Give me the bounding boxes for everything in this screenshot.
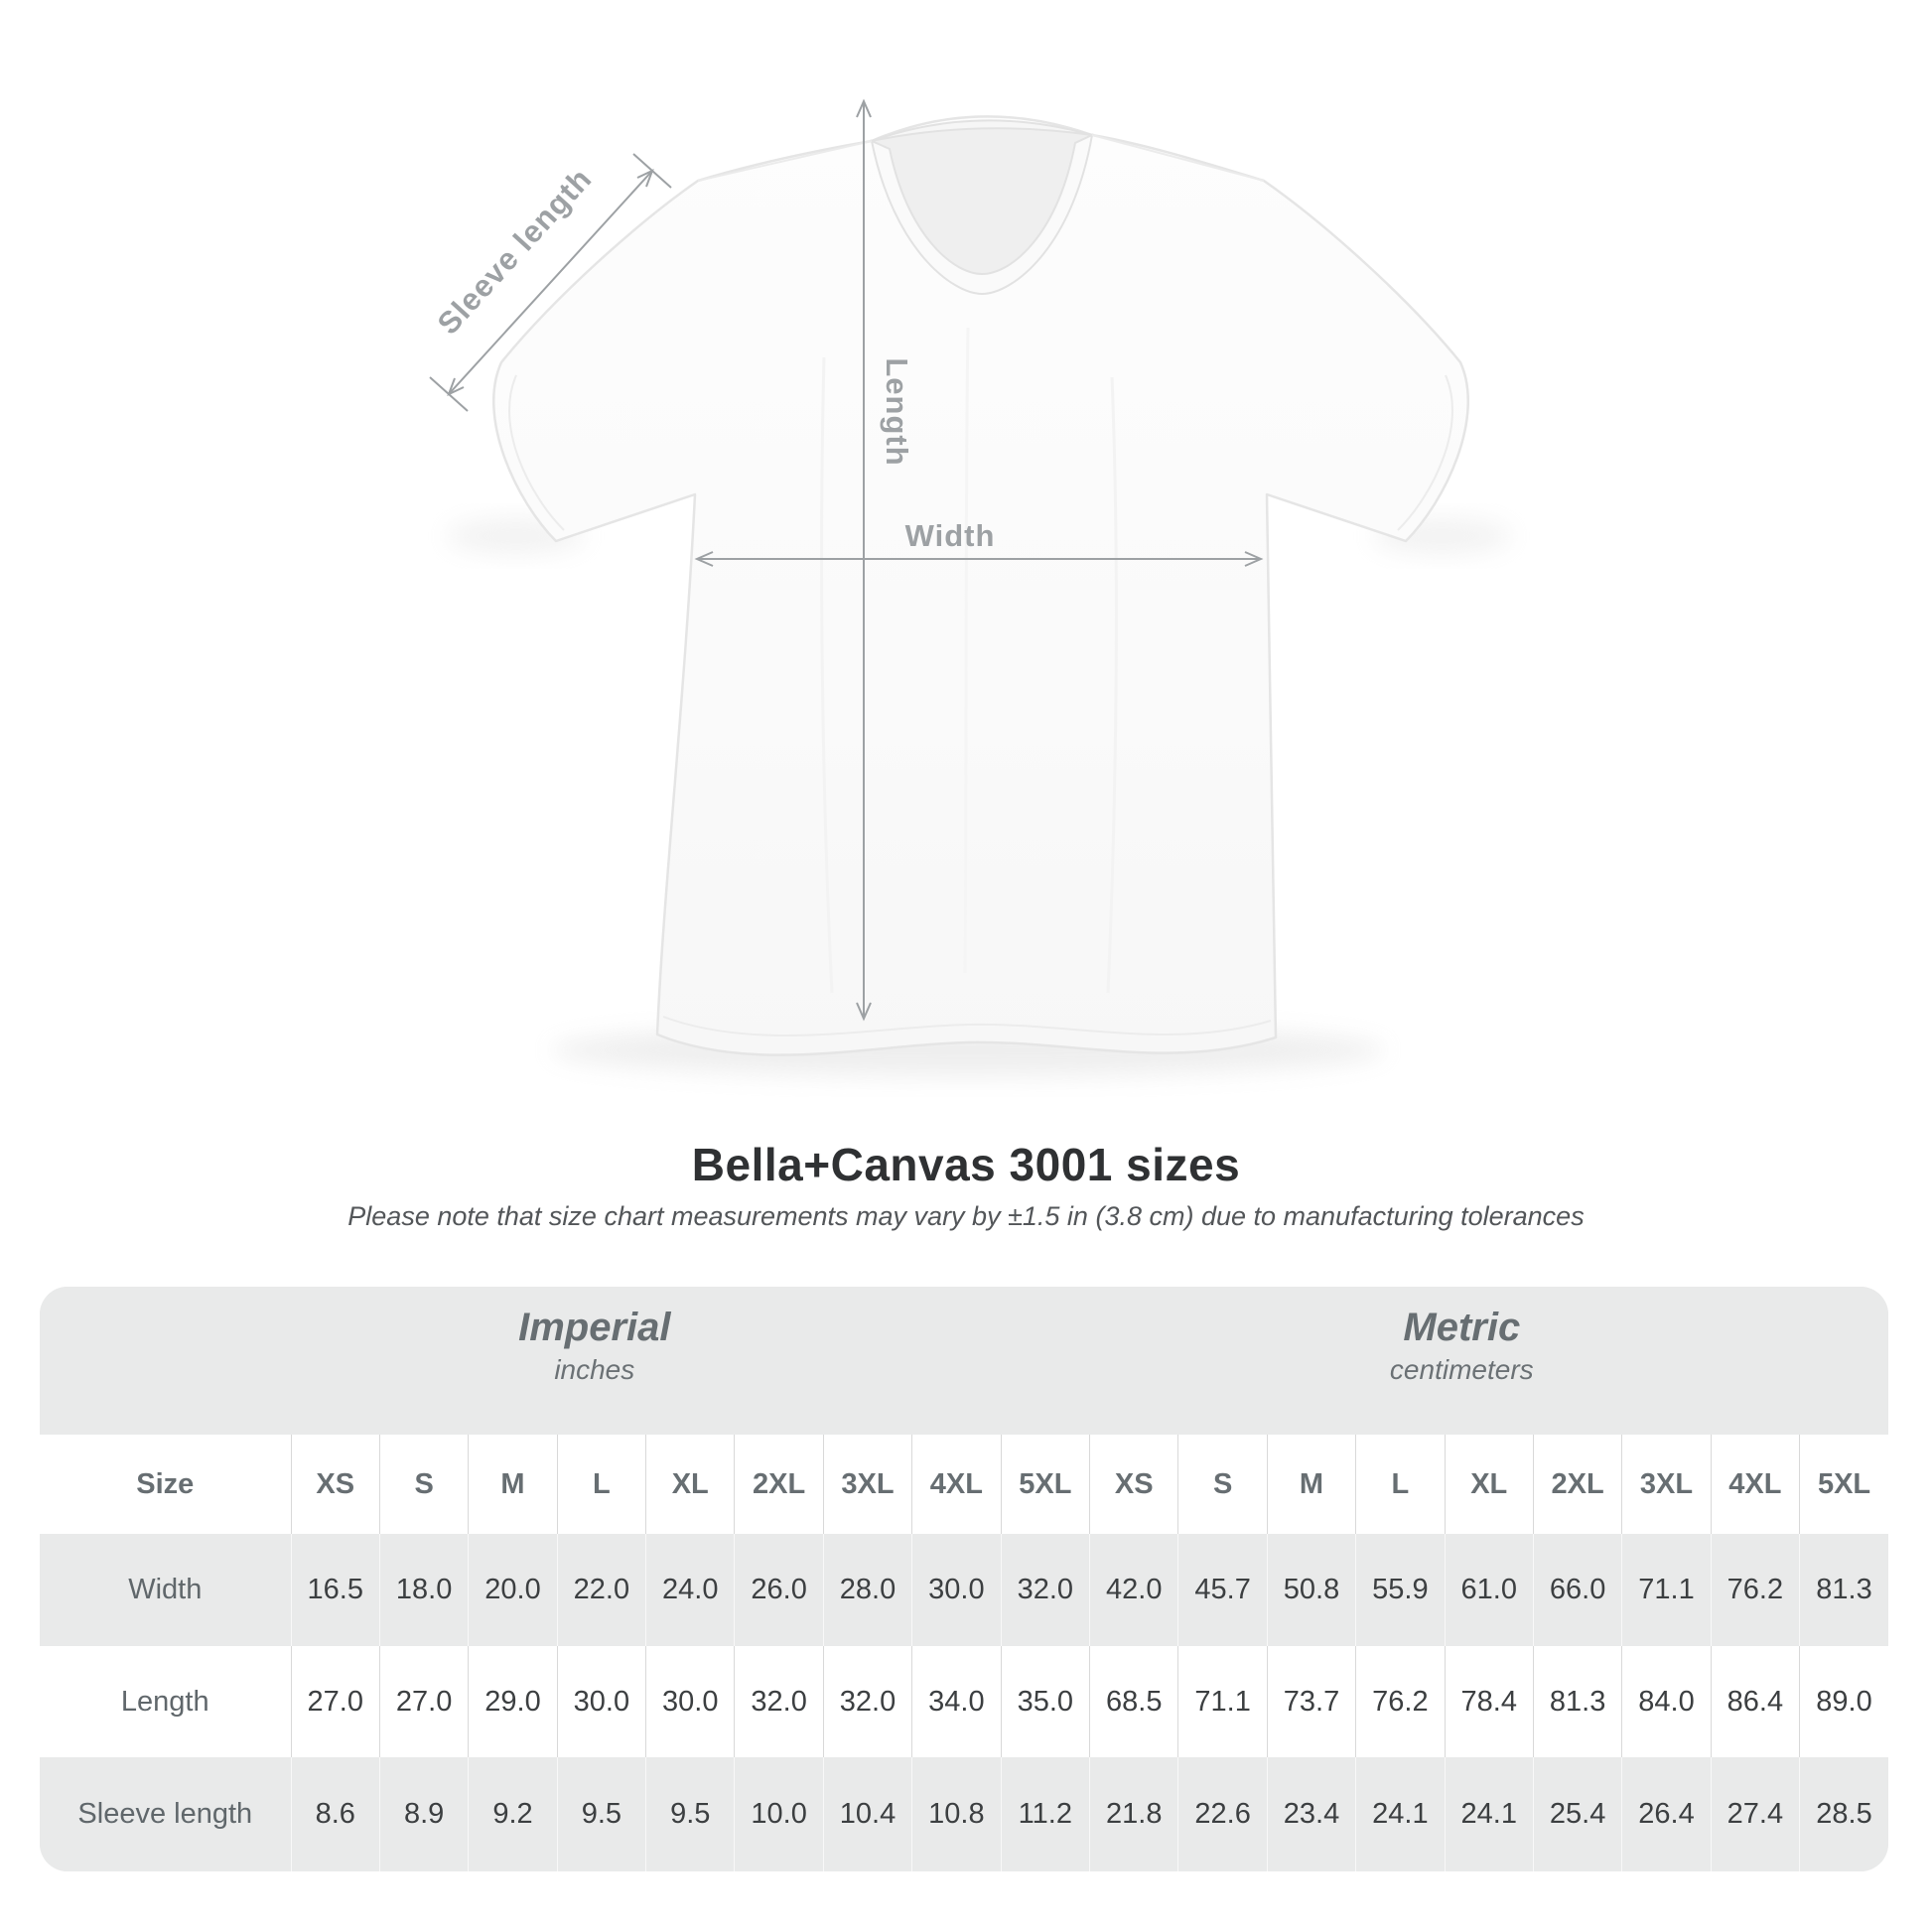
sleeve-met-m: 23.4 xyxy=(1267,1757,1355,1871)
width-imp-xl: 24.0 xyxy=(646,1534,735,1646)
length-met-2xl: 81.3 xyxy=(1533,1646,1621,1757)
sleeve-length-row-label: Sleeve length xyxy=(77,1798,253,1830)
length-imp-xs: 27.0 xyxy=(291,1646,379,1757)
header-imp-3xl: 3XL xyxy=(823,1435,911,1534)
imperial-label: Imperial xyxy=(518,1306,671,1349)
page-subtitle: Please note that size chart measurements may vary by ±1.5 in (3.8 cm) due to manufacturing tolerances xyxy=(347,1201,1585,1231)
header-met-l: L xyxy=(1356,1435,1445,1534)
sleeve-met-4xl: 27.4 xyxy=(1711,1757,1799,1871)
length-met-xl: 78.4 xyxy=(1445,1646,1533,1757)
width-imp-5xl: 32.0 xyxy=(1001,1534,1090,1646)
length-met-3xl: 84.0 xyxy=(1622,1646,1711,1757)
sleeve-length-row xyxy=(40,1757,1888,1871)
sleeve-imp-2xl: 10.0 xyxy=(735,1757,823,1871)
width-imp-3xl: 28.0 xyxy=(823,1534,911,1646)
imperial-unit-label: inches xyxy=(554,1354,635,1385)
sleeve-met-xl: 24.1 xyxy=(1445,1757,1533,1871)
header-met-xl: XL xyxy=(1445,1435,1533,1534)
header-met-xs: XS xyxy=(1090,1435,1178,1534)
length-met-s: 71.1 xyxy=(1178,1646,1267,1757)
sleeve-imp-xs: 8.6 xyxy=(291,1757,379,1871)
sleeve-imp-xl: 9.5 xyxy=(646,1757,735,1871)
header-imp-m: M xyxy=(469,1435,557,1534)
width-imp-4xl: 30.0 xyxy=(912,1534,1001,1646)
length-imp-5xl: 35.0 xyxy=(1001,1646,1090,1757)
imperial-group-header xyxy=(40,1287,1090,1435)
metric-group-header xyxy=(1090,1287,1888,1435)
header-imp-s: S xyxy=(379,1435,468,1534)
length-imp-4xl: 34.0 xyxy=(912,1646,1001,1757)
length-imp-s: 27.0 xyxy=(379,1646,468,1757)
metric-unit-label: centimeters xyxy=(1389,1354,1534,1385)
length-met-m: 73.7 xyxy=(1267,1646,1355,1757)
width-imp-2xl: 26.0 xyxy=(735,1534,823,1646)
length-imp-3xl: 32.0 xyxy=(823,1646,911,1757)
page-title: Bella+Canvas 3001 sizes xyxy=(691,1139,1241,1190)
size-chart-table xyxy=(40,1287,1888,1871)
length-met-5xl: 89.0 xyxy=(1800,1646,1888,1757)
sleeve-imp-m: 9.2 xyxy=(469,1757,557,1871)
sleeve-imp-4xl: 10.8 xyxy=(912,1757,1001,1871)
header-met-s: S xyxy=(1178,1435,1267,1534)
length-imp-2xl: 32.0 xyxy=(735,1646,823,1757)
width-imp-xs: 16.5 xyxy=(291,1534,379,1646)
width-row xyxy=(40,1534,1888,1646)
header-imp-xl: XL xyxy=(646,1435,735,1534)
size-header-row xyxy=(40,1435,1888,1534)
metric-label: Metric xyxy=(1403,1306,1521,1349)
length-imp-l: 30.0 xyxy=(557,1646,645,1757)
sleeve-met-2xl: 25.4 xyxy=(1533,1757,1621,1871)
header-met-5xl: 5XL xyxy=(1800,1435,1888,1534)
sleeve-imp-l: 9.5 xyxy=(557,1757,645,1871)
sleeve-imp-5xl: 11.2 xyxy=(1001,1757,1090,1871)
sleeve-imp-s: 8.9 xyxy=(379,1757,468,1871)
width-met-2xl: 66.0 xyxy=(1533,1534,1621,1646)
length-row xyxy=(40,1646,1888,1757)
sleeve-imp-3xl: 10.4 xyxy=(823,1757,911,1871)
length-met-xs: 68.5 xyxy=(1090,1646,1178,1757)
width-met-5xl: 81.3 xyxy=(1800,1534,1888,1646)
width-imp-l: 22.0 xyxy=(557,1534,645,1646)
unit-group-header-row xyxy=(40,1287,1888,1435)
width-met-m: 50.8 xyxy=(1267,1534,1355,1646)
header-met-4xl: 4XL xyxy=(1711,1435,1799,1534)
width-label: Width xyxy=(904,518,996,553)
sleeve-length-label: Sleeve length xyxy=(430,161,599,342)
width-met-l: 55.9 xyxy=(1356,1534,1445,1646)
length-met-l: 76.2 xyxy=(1356,1646,1445,1757)
length-label: Length xyxy=(880,357,914,467)
header-imp-4xl: 4XL xyxy=(912,1435,1001,1534)
header-met-2xl: 2XL xyxy=(1533,1435,1621,1534)
length-row-label: Length xyxy=(120,1685,209,1718)
size-chart-table-container xyxy=(40,1287,1888,1871)
header-imp-5xl: 5XL xyxy=(1001,1435,1090,1534)
width-met-4xl: 76.2 xyxy=(1711,1534,1799,1646)
header-imp-l: L xyxy=(557,1435,645,1534)
width-imp-s: 18.0 xyxy=(379,1534,468,1646)
header-met-m: M xyxy=(1267,1435,1355,1534)
width-met-xl: 61.0 xyxy=(1445,1534,1533,1646)
width-met-3xl: 71.1 xyxy=(1622,1534,1711,1646)
tshirt-body xyxy=(493,116,1468,1054)
header-met-3xl: 3XL xyxy=(1622,1435,1711,1534)
header-imp-2xl: 2XL xyxy=(735,1435,823,1534)
sleeve-met-l: 24.1 xyxy=(1356,1757,1445,1871)
width-row-label: Width xyxy=(128,1574,203,1605)
width-met-xs: 42.0 xyxy=(1090,1534,1178,1646)
sleeve-met-5xl: 28.5 xyxy=(1800,1757,1888,1871)
size-column-header: Size xyxy=(136,1467,195,1500)
sleeve-met-s: 22.6 xyxy=(1178,1757,1267,1871)
width-met-s: 45.7 xyxy=(1178,1534,1267,1646)
length-imp-xl: 30.0 xyxy=(646,1646,735,1757)
sleeve-met-xs: 21.8 xyxy=(1090,1757,1178,1871)
header-imp-xs: XS xyxy=(291,1435,379,1534)
sleeve-met-3xl: 26.4 xyxy=(1622,1757,1711,1871)
length-met-4xl: 86.4 xyxy=(1711,1646,1799,1757)
length-imp-m: 29.0 xyxy=(469,1646,557,1757)
width-imp-m: 20.0 xyxy=(469,1534,557,1646)
